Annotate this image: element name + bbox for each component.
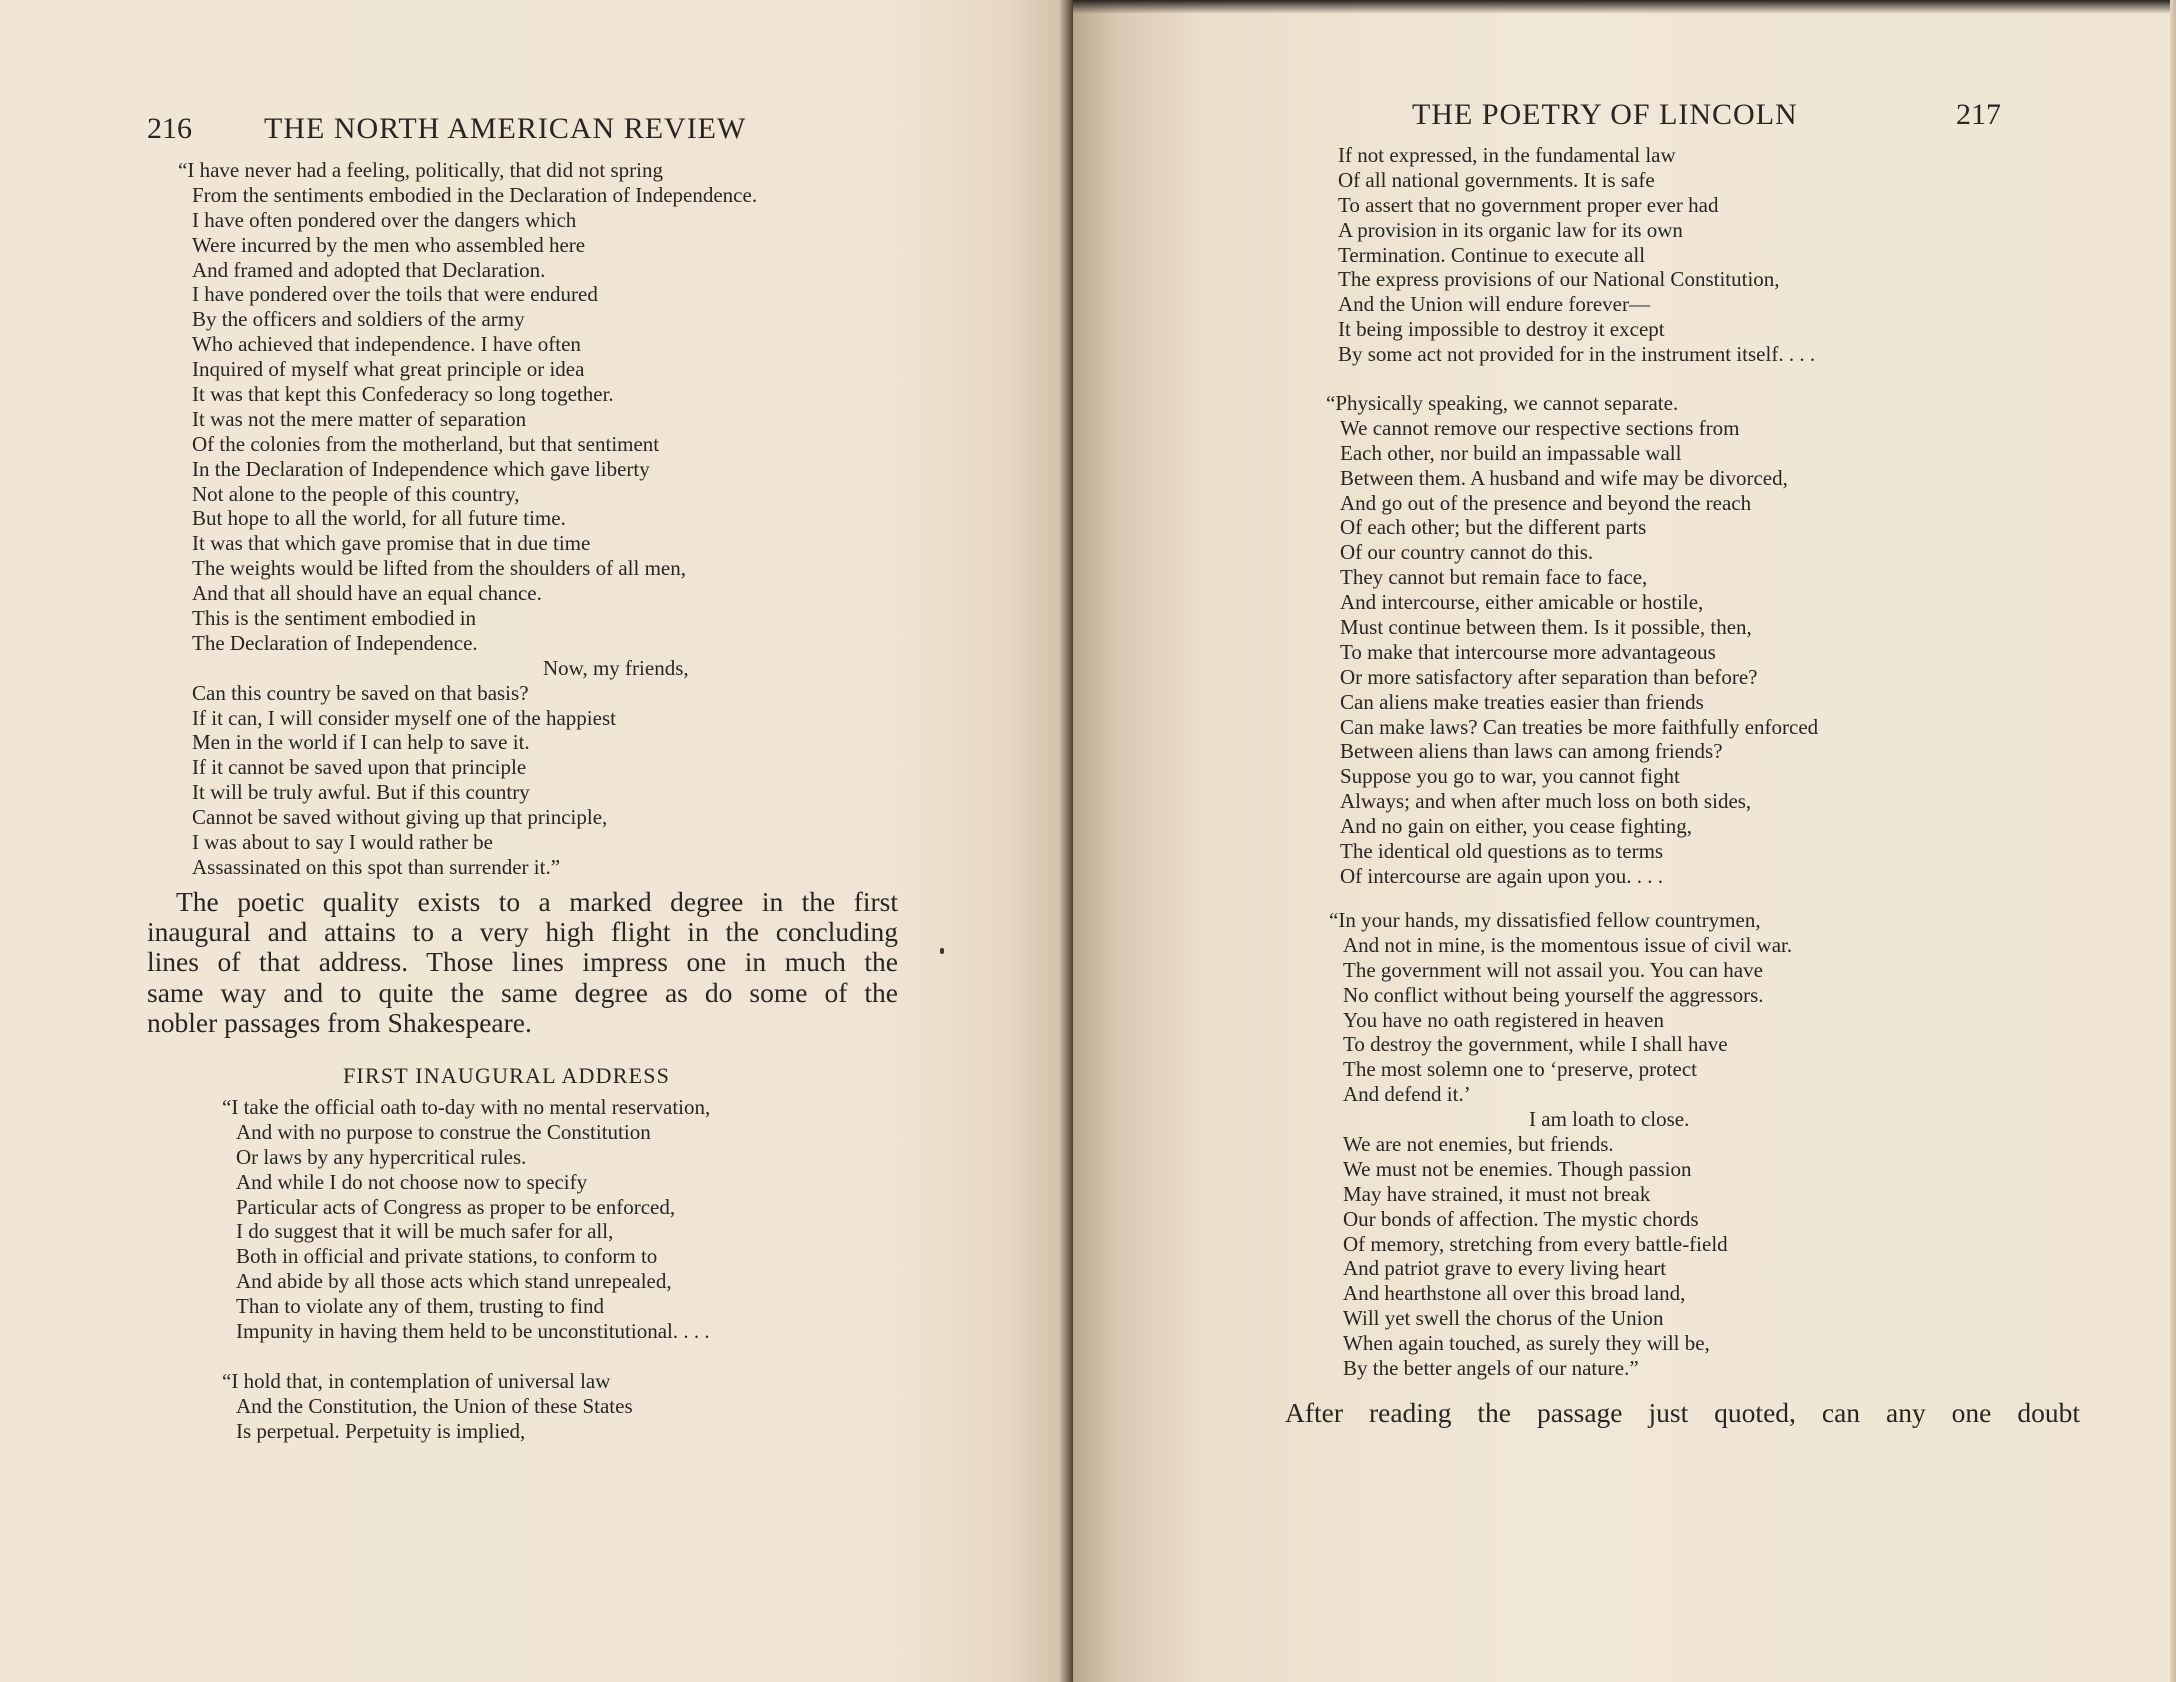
commentary-paragraph [147, 887, 898, 1038]
verse-line: Or more satisfactory after separation than before? [1340, 664, 1758, 689]
verse-line: And the Union will endure forever— [1338, 292, 1650, 317]
closing-quote [1329, 908, 1793, 1381]
page-number: 217 [1956, 98, 2001, 131]
verse-line: By some act not provided for in the instrument itself. . . . [1338, 342, 1816, 367]
verse-line: “I hold that, in contemplation of universal law [222, 1369, 611, 1393]
verse-line: No conflict without being yourself the aggressors. [1343, 982, 1764, 1007]
verse-line: Can aliens make treaties easier than friends [1340, 689, 1704, 714]
verse-line: The government will not assail you. You can have [1343, 957, 1763, 982]
verse-line: Between them. A husband and wife may be divorced, [1340, 465, 1788, 490]
verse-line: The most solemn one to ‘preserve, protect [1343, 1057, 1697, 1082]
verse-line: We must not be enemies. Though passion [1343, 1156, 1692, 1181]
verse-line: From the sentiments embodied in the Declaration of Independence. [192, 182, 758, 207]
verse-line: To destroy the government, while I shall have [1343, 1032, 1728, 1057]
verse-line: But hope to all the world, for all future time. [192, 506, 566, 531]
lincoln-quote-1-body [178, 158, 758, 880]
verse-line: Assassinated on this spot than surrender it.” [192, 854, 561, 879]
running-head: THE NORTH AMERICAN REVIEW [264, 112, 747, 145]
running-head: THE POETRY OF LINCOLN [1412, 98, 1798, 131]
verse-line: I have often pondered over the dangers which [192, 207, 577, 232]
verse-line: The express provisions of our National Constitution, [1338, 267, 1780, 292]
verse-line: To make that intercourse more advantageous [1340, 639, 1716, 664]
verse-line: Suppose you go to war, you cannot fight [1340, 764, 1680, 789]
verse-line: They cannot but remain face to face, [1340, 565, 1648, 590]
verse-line: Or laws by any hypercritical rules. [236, 1144, 527, 1169]
verse-line: “I take the official oath to-day with no mental reservation, [222, 1095, 711, 1119]
verse-line: Were incurred by the men who assembled here [192, 232, 586, 257]
verse-line: “In your hands, my dissatisfied fellow countrymen, [1329, 908, 1761, 932]
verse-line: You have no oath registered in heaven [1343, 1007, 1664, 1032]
page-edge [2170, 0, 2176, 1682]
verse-line: When again touched, as surely they will be, [1343, 1331, 1710, 1356]
verse-line: And go out of the presence and beyond the reach [1340, 490, 1752, 515]
verse-line: Both in official and private stations, to conform to [236, 1244, 658, 1269]
verse-line: Than to violate any of them, trusting to find [236, 1294, 605, 1319]
verse-line: This is the sentiment embodied in [192, 606, 477, 631]
verse-line: If not expressed, in the fundamental law [1338, 143, 1676, 167]
paragraph-line: nobler passages from Shakespeare. [147, 1006, 532, 1038]
paragraph-line: The poetic quality exists to a marked degree in the first [176, 886, 898, 917]
verse-line: And the Constitution, the Union of these States [236, 1393, 633, 1418]
verse-line: If it can, I will consider myself one of the happiest [192, 705, 616, 730]
verse-line: Can this country be saved on that basis? [192, 680, 529, 705]
page-number: 216 [147, 112, 192, 145]
verse-line: Between aliens than laws can among friends? [1340, 739, 1723, 764]
verse-line: It was that kept this Confederacy so long together. [192, 382, 614, 407]
verse-line: Of each other; but the different parts [1340, 515, 1647, 540]
verse-line: Termination. Continue to execute all [1338, 242, 1646, 267]
verse-line: May have strained, it must not break [1343, 1181, 1651, 1206]
verse-line: And hearthstone all over this broad land, [1343, 1281, 1686, 1306]
verse-line: Cannot be saved without giving up that principle, [192, 805, 608, 830]
verse-line: It was not the mere matter of separation [192, 406, 527, 431]
verse-line: And that all should have an equal chance. [192, 581, 542, 606]
verse-line: In the Declaration of Independence which gave liberty [192, 456, 650, 481]
verse-line: A provision in its organic law for its own [1338, 217, 1683, 242]
verse-line: By the better angels of our nature.” [1343, 1356, 1639, 1381]
verse-line: Inquired of myself what great principle or idea [192, 357, 585, 382]
first-inaugural-quote [222, 1095, 711, 1344]
verse-line: Impunity in having them held to be unconstitutional. . . . [236, 1319, 710, 1344]
verse-line: Who achieved that independence. I have often [192, 332, 581, 357]
verse-line: And intercourse, either amicable or hostile, [1340, 590, 1704, 615]
first-inaugural-quote-continued [1338, 143, 1815, 367]
verse-line: “I have never had a feeling, politically, that did not spring [178, 158, 663, 182]
first-inaugural-quote-2 [222, 1369, 633, 1444]
closing-paragraph [1285, 1398, 2080, 1428]
verse-line: Always; and when after much loss on both sides, [1340, 789, 1752, 814]
verse-line: I do suggest that it will be much safer for all, [236, 1219, 614, 1244]
right-page [1073, 0, 2176, 1682]
verse-line: Now, my friends, [543, 655, 689, 680]
verse-line: The weights would be lifted from the shoulders of all men, [192, 556, 686, 581]
verse-line: To assert that no government proper ever had [1338, 192, 1719, 217]
verse-line: Will yet swell the chorus of the Union [1343, 1306, 1664, 1331]
verse-line: Men in the world if I can help to save it. [192, 730, 530, 755]
verse-line: The identical old questions as to terms [1340, 839, 1664, 864]
paragraph-line: lines of that address. Those lines impress one in much the [147, 946, 898, 978]
verse-line: It being impossible to destroy it except [1338, 317, 1665, 342]
verse-line: It was that which gave promise that in due time [192, 531, 591, 556]
verse-line: Not alone to the people of this country, [192, 481, 520, 506]
verse-line: And while I do not choose now to specify [236, 1169, 588, 1194]
verse-line: Of intercourse are again upon you. . . . [1340, 863, 1664, 888]
verse-line: And framed and adopted that Declaration. [192, 257, 546, 282]
verse-line: The Declaration of Independence. [192, 630, 478, 655]
paragraph-line: same way and to quite the same degree as do some of the [147, 976, 898, 1008]
verse-line: It will be truly awful. But if this country [192, 780, 530, 805]
verse-line: If it cannot be saved upon that principle [192, 755, 527, 780]
verse-line: Our bonds of affection. The mystic chords [1343, 1206, 1699, 1231]
verse-line: Of all national governments. It is safe [1338, 167, 1655, 192]
verse-line: Is perpetual. Perpetuity is implied, [236, 1418, 526, 1443]
verse-line: Of the colonies from the motherland, but that sentiment [192, 431, 660, 456]
physically-speaking-quote [1326, 391, 1819, 889]
verse-line: By the officers and soldiers of the army [192, 307, 525, 332]
verse-line: Each other, nor build an impassable wall [1340, 440, 1682, 465]
left-page [0, 0, 1073, 1682]
verse-line: I am loath to close. [1529, 1107, 1690, 1132]
verse-line: And abide by all those acts which stand unrepealed, [236, 1269, 672, 1294]
verse-line: Particular acts of Congress as proper to be enforced, [236, 1194, 676, 1219]
verse-line: We cannot remove our respective sections from [1340, 415, 1740, 440]
ink-speck [940, 948, 944, 954]
section-title: FIRST INAUGURAL ADDRESS [343, 1063, 671, 1088]
verse-line: And with no purpose to construe the Constitution [236, 1119, 651, 1144]
closing-line: After reading the passage just quoted, can any one doubt [1285, 1397, 2080, 1428]
verse-line: Of memory, stretching from every battle-field [1343, 1231, 1728, 1256]
verse-line: And defend it.’ [1343, 1082, 1471, 1107]
verse-line: Must continue between them. Is it possible, then, [1340, 615, 1752, 640]
verse-line: Of our country cannot do this. [1340, 540, 1594, 565]
verse-line: Can make laws? Can treaties be more faithfully enforced [1340, 714, 1819, 739]
paragraph-line: inaugural and attains to a very high flight in the concluding [147, 916, 898, 948]
verse-line: “Physically speaking, we cannot separate. [1326, 391, 1679, 415]
verse-line: We are not enemies, but friends. [1343, 1132, 1614, 1157]
verse-line: I was about to say I would rather be [192, 830, 493, 855]
verse-line: I have pondered over the toils that were endured [192, 282, 598, 307]
verse-line: And no gain on either, you cease fighting, [1340, 814, 1692, 839]
verse-line: And not in mine, is the momentous issue of civil war. [1343, 932, 1793, 957]
verse-line: And patriot grave to every living heart [1343, 1256, 1667, 1281]
